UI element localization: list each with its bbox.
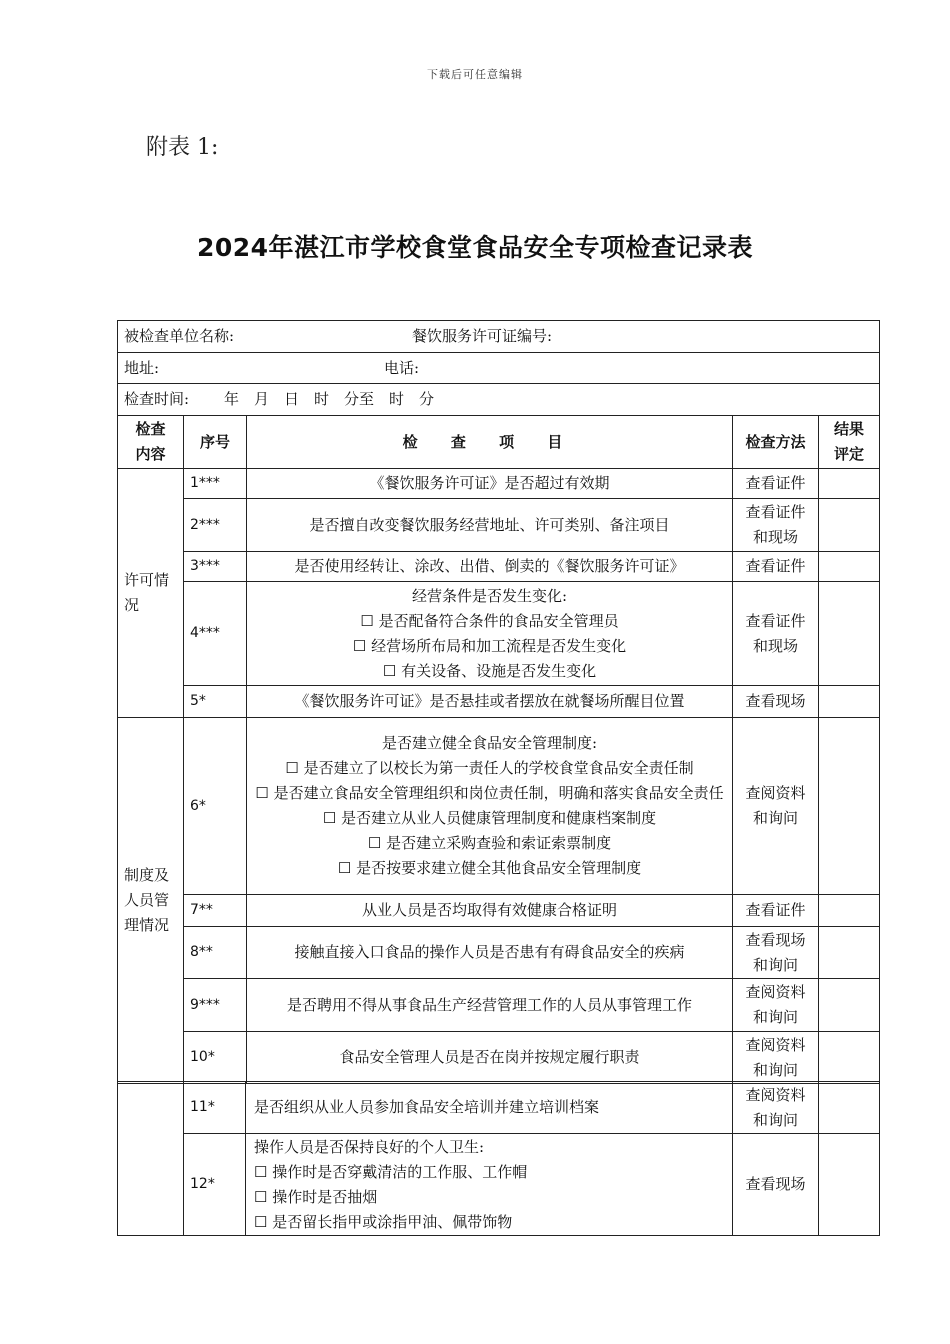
method-cell: 查看证件 [733, 552, 819, 582]
seq-cell: 2*** [184, 499, 247, 552]
item-cell: 是否建立健全食品安全管理制度: ☐ 是否建立了以校长为第一责任人的学校食堂食品安全责任制 ☐ 是否建立食品安全管理组织和岗位责任制，明确和落实食品安全责任 ☐ 是否建立从业人员健康管理制度和健康档案制度 ☐ 是否建立采购查验和索证索票制度 ☐ 是否按要求建立健全其他食品安全管理制度 [247, 718, 733, 895]
info-row-address [118, 353, 880, 384]
result-cell[interactable] [819, 979, 880, 1032]
seq-cell: 6* [184, 718, 247, 895]
info-row-time [118, 384, 880, 416]
table-row [118, 1032, 880, 1084]
checkbox-item: ☐ 是否建立食品安全管理组织和岗位责任制，明确和落实食品安全责任 [255, 784, 724, 802]
checkbox-item: ☐ 是否留长指甲或涂指甲油、佩带饰物 [254, 1212, 513, 1231]
inspection-table-continued [117, 1081, 880, 1236]
seq-cell: 5* [184, 686, 247, 718]
table-row [118, 927, 880, 979]
address-label: 地址: [124, 358, 160, 377]
result-cell[interactable] [819, 895, 880, 927]
item-cell: 接触直接入口食品的操作人员是否患有有碍食品安全的疾病 [247, 927, 733, 979]
header-content: 检查 内容 [118, 416, 184, 469]
header-seq: 序号 [184, 416, 247, 469]
checkbox-item: ☐ 操作时是否抽烟 [254, 1187, 378, 1206]
unit-name-label: 被检查单位名称: [124, 327, 235, 345]
item-cell: 《餐饮服务许可证》是否超过有效期 [247, 469, 733, 499]
category-cell: 制度及人员管理情况 [118, 718, 184, 1084]
item-cell: 从业人员是否均取得有效健康合格证明 [247, 895, 733, 927]
table-header-row [118, 416, 880, 469]
item-cell: 经营条件是否发生变化: ☐ 是否配备符合条件的食品安全管理员 ☐ 经营场所布局和加工流程是否发生变化 ☐ 有关设备、设施是否发生变化 [247, 582, 733, 686]
table-row [118, 895, 880, 927]
item-cell: 是否使用经转让、涂改、出借、倒卖的《餐饮服务许可证》 [247, 552, 733, 582]
seq-cell: 3*** [184, 552, 247, 582]
table-row [118, 499, 880, 552]
method-cell: 查看现场 [733, 686, 819, 718]
license-number-label: 餐饮服务许可证编号: [412, 327, 553, 345]
method-cell: 查看证件 和现场 [733, 499, 819, 552]
result-cell[interactable] [819, 552, 880, 582]
result-cell[interactable] [819, 718, 880, 895]
result-cell[interactable] [819, 927, 880, 979]
seq-cell: 10* [184, 1032, 247, 1084]
result-cell[interactable] [819, 1082, 880, 1134]
result-cell[interactable] [819, 469, 880, 499]
inspection-time-label: 检查时间: [124, 390, 190, 408]
method-cell: 查阅资料 和询问 [733, 979, 819, 1032]
result-cell[interactable] [819, 686, 880, 718]
method-cell: 查看证件 [733, 469, 819, 499]
checkbox-item: ☐ 是否配备符合条件的食品安全管理员 [360, 611, 619, 630]
checkbox-item: ☐ 操作时是否穿戴清洁的工作服、工作帽 [254, 1162, 528, 1181]
category-cell [118, 1082, 184, 1236]
table-row [118, 979, 880, 1032]
seq-cell: 12* [184, 1134, 246, 1236]
item-cell: 食品安全管理人员是否在岗并按规定履行职责 [247, 1032, 733, 1084]
appendix-label: 附表 1: [146, 135, 219, 160]
item-cell: 《餐饮服务许可证》是否悬挂或者摆放在就餐场所醒目位置 [247, 686, 733, 718]
header-result: 结果 评定 [819, 416, 880, 469]
header-method: 检查方法 [733, 416, 819, 469]
info-row-unit [118, 321, 880, 353]
document-title: 2024年湛江市学校食堂食品安全专项检查记录表 [196, 233, 754, 262]
seq-cell: 11* [184, 1082, 246, 1134]
table-row [118, 582, 880, 686]
result-cell[interactable] [819, 1032, 880, 1084]
seq-cell: 1*** [184, 469, 247, 499]
checkbox-item: ☐ 经营场所布局和加工流程是否发生变化 [352, 636, 627, 655]
checkbox-item: ☐ 是否建立采购查验和索证索票制度 [367, 834, 612, 852]
result-cell[interactable] [819, 582, 880, 686]
header-item: 检 查 项 目 [247, 416, 733, 469]
method-cell: 查看证件 [733, 895, 819, 927]
method-cell: 查看证件 和现场 [733, 582, 819, 686]
table-row [118, 718, 880, 895]
seq-cell: 7** [184, 895, 247, 927]
checkbox-item: ☐ 是否建立从业人员健康管理制度和健康档案制度 [322, 809, 657, 827]
item-cell: 操作人员是否保持良好的个人卫生: ☐ 操作时是否穿戴清洁的工作服、工作帽 ☐ 操作时是否抽烟 ☐ 是否留长指甲或涂指甲油、佩带饰物 [246, 1134, 733, 1236]
method-cell: 查阅资料 和询问 [733, 1032, 819, 1084]
phone-label: 电话: [384, 358, 420, 377]
table-row [118, 552, 880, 582]
method-cell: 查看现场 和询问 [733, 927, 819, 979]
item-cell: 是否擅自改变餐饮服务经营地址、许可类别、备注项目 [247, 499, 733, 552]
method-cell: 查看现场 [733, 1134, 819, 1236]
checkbox-item: ☐ 是否按要求建立健全其他食品安全管理制度 [337, 859, 642, 877]
seq-cell: 4*** [184, 582, 247, 686]
inspection-time-fields: 年 月 日 时 分至 时 分 [224, 390, 435, 408]
item-cell: 是否聘用不得从事食品生产经营管理工作的人员从事管理工作 [247, 979, 733, 1032]
table-row [118, 1082, 880, 1134]
inspection-table [117, 320, 880, 1084]
result-cell[interactable] [819, 1134, 880, 1236]
seq-cell: 9*** [184, 979, 247, 1032]
method-cell: 查阅资料 和询问 [733, 718, 819, 895]
checkbox-item: ☐ 有关设备、设施是否发生变化 [382, 661, 597, 680]
header-note: 下载后可任意编辑 [427, 68, 523, 81]
table-row [118, 686, 880, 718]
table-row [118, 469, 880, 499]
result-cell[interactable] [819, 499, 880, 552]
item-cell: 是否组织从业人员参加食品安全培训并建立培训档案 [246, 1082, 733, 1134]
category-cell: 许可情况 [118, 469, 184, 718]
method-cell: 查阅资料 和询问 [733, 1082, 819, 1134]
checkbox-item: ☐ 是否建立了以校长为第一责任人的学校食堂食品安全责任制 [285, 759, 694, 777]
seq-cell: 8** [184, 927, 247, 979]
table-row [118, 1134, 880, 1236]
